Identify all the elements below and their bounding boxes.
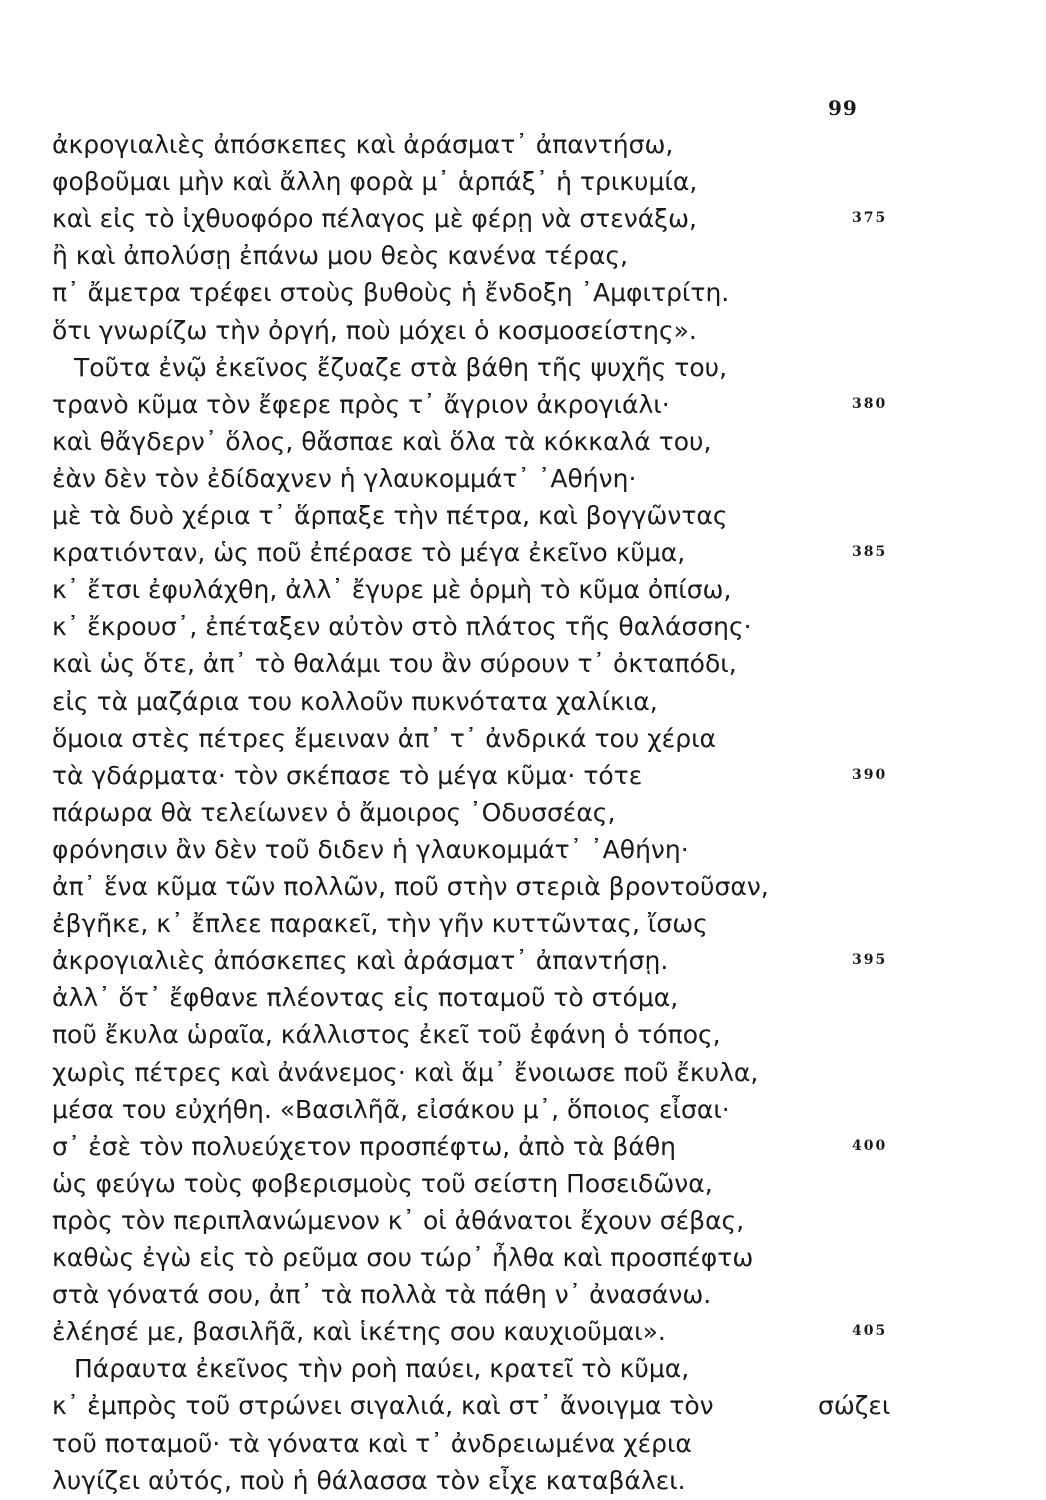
verse-line [0, 1165, 1046, 1202]
verse-text: μὲ τὰ δυὸ χέρια τ᾽ ἅρπαξε τὴν πέτρα, καὶ βογγῶντας [52, 501, 728, 530]
verse-line [0, 1387, 1046, 1424]
verse-line [0, 1054, 1046, 1091]
line-number: 385 [852, 544, 888, 561]
verse-text: πρὸς τὸν περιπλανώμενον κ᾽ οἱ ἀθάνατοι ἔχουν σέβας, [52, 1205, 745, 1235]
verse-line [0, 905, 1046, 942]
verse-line [0, 683, 1046, 720]
verse-text: σ᾽ ἐσὲ τὸν πολυεύχετον προσπέφτω, ἀπὸ τὰ βάθη [52, 1131, 676, 1161]
verse-text: ἐλέησέ με, βασιλῆᾶ, καὶ ἱκέτης σου καυχιοῦμαι». [52, 1317, 666, 1347]
verse-continuation: σώζει [818, 1391, 891, 1421]
verse-line [0, 1462, 1046, 1499]
verse-text: ὅτι γνωρίζω τὴν ὀργή, ποὺ μόχει ὁ κοσμοσείστης». [52, 315, 697, 345]
verse-text: πάρωρα θὰ τελείωνεν ὁ ἄμοιρος ᾿Οδυσσέας, [52, 797, 616, 827]
verse-line [0, 757, 1046, 794]
line-number: 400 [852, 1137, 888, 1154]
verse-line [0, 237, 1046, 274]
verse-line [0, 1276, 1046, 1313]
verse-text: Τοῦτα ἐνῷ ἐκεῖνος ἔζυαζε στὰ βάθη τῆς ψυχῆς του, [74, 352, 728, 382]
verse-line [0, 163, 1046, 200]
verse-line [0, 1202, 1046, 1239]
verse-text: κρατιόνταν, ὡς ποῦ ἐπέρασε τὸ μέγα ἐκεῖνο κῦμα, [52, 538, 686, 568]
verse-line [0, 1313, 1046, 1350]
verse-text: ἐὰν δὲν τὸν ἐδίδαχνεν ἡ γλαυκομμάτ᾽ ᾿Αθήνη· [52, 463, 637, 493]
verse-line [0, 1128, 1046, 1165]
verse-line [0, 645, 1046, 682]
line-number: 405 [852, 1323, 888, 1340]
verse-line [0, 794, 1046, 831]
verse-line [0, 312, 1046, 349]
verse-line [0, 571, 1046, 608]
verse-text: ἀκρογιαλιὲς ἀπόσκεπες καὶ ἀράσματ᾽ ἀπαντήσω, [52, 130, 674, 159]
verse-text: κ᾽ ἔκρουσ᾽, ἐπέταξεν αὐτὸν στὸ πλάτος τῆς θαλάσσης· [52, 612, 752, 642]
verse-line [0, 1350, 1046, 1387]
verse-line [0, 386, 1046, 423]
verse-text: χωρὶς πέτρες καὶ ἀνάνεμος· καὶ ἅμ᾽ ἔνοιωσε ποῦ ἔκυλα, [52, 1057, 759, 1087]
verse-text: π᾽ ἄμετρα τρέφει στοὺς βυθοὺς ἡ ἔνδοξη ᾿Αμφιτρίτη. [52, 278, 730, 308]
verse-line [0, 460, 1046, 497]
verse-line [0, 942, 1046, 979]
verse-line [0, 534, 1046, 571]
verse-line [0, 608, 1046, 645]
verse-line [0, 126, 1046, 163]
verse-text: μέσα του εὐχήθη. «Βασιλῆᾶ, εἰσάκου μ᾽, ὅποιος εἶσαι· [52, 1094, 730, 1124]
verse-text: φοβοῦμαι μὴν καὶ ἄλλη φορὰ μ᾽ ἁρπάξ᾽ ἡ τρικυμία, [52, 167, 698, 197]
verse-text: εἰς τὰ μαζάρια του κολλοῦν πυκνότατα χαλίκια, [52, 686, 658, 716]
verse-line [0, 200, 1046, 237]
verse-line [0, 1091, 1046, 1128]
verse-text: ὡς φεύγω τοὺς φοβερισμοὺς τοῦ σείστη Ποσειδῶνα, [52, 1168, 713, 1198]
verse-text: ἐβγῆκε, κ᾽ ἔπλεε παρακεῖ, τὴν γῆν κυττῶντας, ἴσως [52, 909, 708, 939]
verse-text: φρόνησιν ἂν δὲν τοῦ διδεν ἡ γλαυκομμάτ᾽ ᾿Αθήνη· [52, 834, 689, 864]
verse-line [0, 274, 1046, 311]
verse-line [0, 720, 1046, 757]
verse-text: ποῦ ἔκυλα ὡραῖα, κάλλιστος ἐκεῖ τοῦ ἐφάνη ὁ τόπος, [52, 1020, 721, 1050]
verse-text: καὶ ὡς ὅτε, ἀπ᾽ τὸ θαλάμι του ἂν σύρουν τ᾽ ὀκταπόδι, [52, 649, 737, 679]
verse-text: ὅμοια στὲς πέτρες ἔμειναν ἀπ᾽ τ᾽ ἀνδρικά του χέρια [52, 723, 717, 753]
verse-line [0, 1425, 1046, 1462]
verse-text: ἀλλ᾽ ὅτ᾽ ἔφθανε πλέοντας εἰς ποταμοῦ τὸ στόμα, [52, 983, 679, 1013]
verse-text: καθὼς ἐγὼ εἰς τὸ ρεῦμα σου τώρ᾽ ἦλθα καὶ προσπέφτω [52, 1243, 754, 1272]
verse-text: καὶ εἰς τὸ ἰχθυοφόρο πέλαγος μὲ φέρῃ νὰ στενάξω, [52, 204, 698, 234]
verse-text: ἢ καὶ ἀπολύσῃ ἐπάνω μου θεὸς κανένα τέρας, [52, 241, 628, 271]
verse-text: ἀπ᾽ ἕνα κῦμα τῶν πολλῶν, ποῦ στὴν στεριὰ βροντοῦσαν, [52, 872, 769, 901]
line-number: 375 [852, 210, 888, 227]
verse-text: στὰ γόνατά σου, ἀπ᾽ τὰ πολλὰ τὰ πάθη ν᾽ ἀνασάνω. [52, 1280, 712, 1310]
verse-text: κ᾽ ἐμπρὸς τοῦ στρώνει σιγαλιά, καὶ στ᾽ ἄνοιγμα τὸν [52, 1391, 714, 1421]
verse-line [0, 423, 1046, 460]
verse-line [0, 349, 1046, 386]
verse-text: ἀκρογιαλιὲς ἀπόσκεπες καὶ ἀράσματ᾽ ἀπαντήσῃ. [52, 946, 669, 976]
verse-text: τρανὸ κῦμα τὸν ἔφερε πρὸς τ᾽ ἄγριον ἀκρογιάλι· [52, 389, 670, 419]
verse-line [0, 979, 1046, 1016]
verse-text: λυγίζει αὐτός, ποὺ ἡ θάλασσα τὸν εἶχε καταβάλει. [52, 1465, 686, 1495]
line-number: 395 [852, 952, 888, 969]
verse-text: Πάραυτα ἐκεῖνος τὴν ροὴ παύει, κρατεῖ τὸ κῦμα, [74, 1354, 690, 1384]
line-number: 390 [852, 766, 888, 783]
verse-line [0, 1016, 1046, 1053]
verse-text: τοῦ ποταμοῦ· τὰ γόνατα καὶ τ᾽ ἀνδρειωμένα χέρια [52, 1428, 692, 1458]
verse-text: τὰ γδάρματα· τὸν σκέπασε τὸ μέγα κῦμα· τότε [52, 760, 643, 790]
page-number: 99 [828, 96, 858, 120]
verse-text: καὶ θἄγδερν᾽ ὅλος, θἄσπαε καὶ ὅλα τὰ κόκκαλά του, [52, 426, 712, 456]
verse-line [0, 868, 1046, 905]
verse-line [0, 1239, 1046, 1276]
line-number: 380 [852, 395, 888, 412]
verse-line [0, 497, 1046, 534]
verse-line [0, 831, 1046, 868]
verse-text: κ᾽ ἔτσι ἐφυλάχθη, ἀλλ᾽ ἔγυρε μὲ ὁρμὴ τὸ κῦμα ὀπίσω, [52, 575, 732, 605]
